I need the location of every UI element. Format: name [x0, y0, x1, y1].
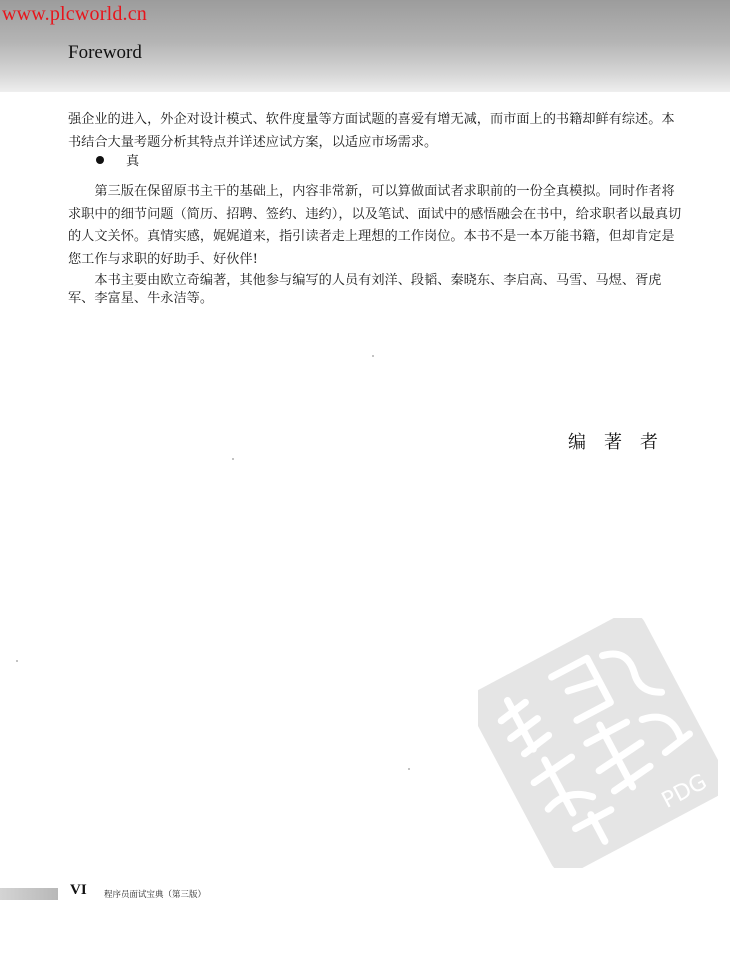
paragraph-3-text: 本书主要由欧立奇编著，其他参与编写的人员有刘洋、段韬、秦晓东、李启高、马雪、马煜、胥虎军、李富星、牛永洁等。	[68, 273, 662, 306]
author-signature: 编著者	[568, 432, 676, 453]
seal-pdg-text: PDG	[657, 769, 712, 814]
paragraph-continuation	[68, 96, 682, 167]
bullet-dot-icon	[96, 156, 104, 164]
paragraph-continuation-text: 强企业的进入，外企对设计模式、软件度量等方面试题的喜爱有增无减，而市面上的书籍却鲜有综述。本书结合大量考题分析其特点并详述应试方案，以适应市场需求。	[68, 112, 675, 150]
footer-band	[0, 888, 58, 900]
bullet-text: 真	[126, 154, 140, 169]
paragraph-3	[68, 272, 682, 308]
pdg-seal-watermark	[478, 618, 718, 868]
book-title: 程序员面试宝典（第三版）	[104, 890, 207, 900]
page-number: VI	[70, 882, 87, 898]
section-title: Foreword	[68, 42, 142, 63]
paragraph-2	[68, 181, 682, 271]
bullet-item	[96, 150, 139, 169]
watermark-url[interactable]: www.plcworld.cn	[2, 3, 148, 25]
paragraph-2-text: 第三版在保留原书主干的基础上，内容非常新，可以算做面试者求职前的一份全真模拟。同时作者将求职中的细节问题（简历、招聘、签约、违约），以及笔试、面试中的感悟融会在书中，给求职者以最真切的人文关怀。真情实感，娓娓道来，指引读者走上理想的工作岗位。本书不是一本万能书籍，但却肯定是您工作与求职的好助手、好伙伴!	[68, 184, 682, 267]
